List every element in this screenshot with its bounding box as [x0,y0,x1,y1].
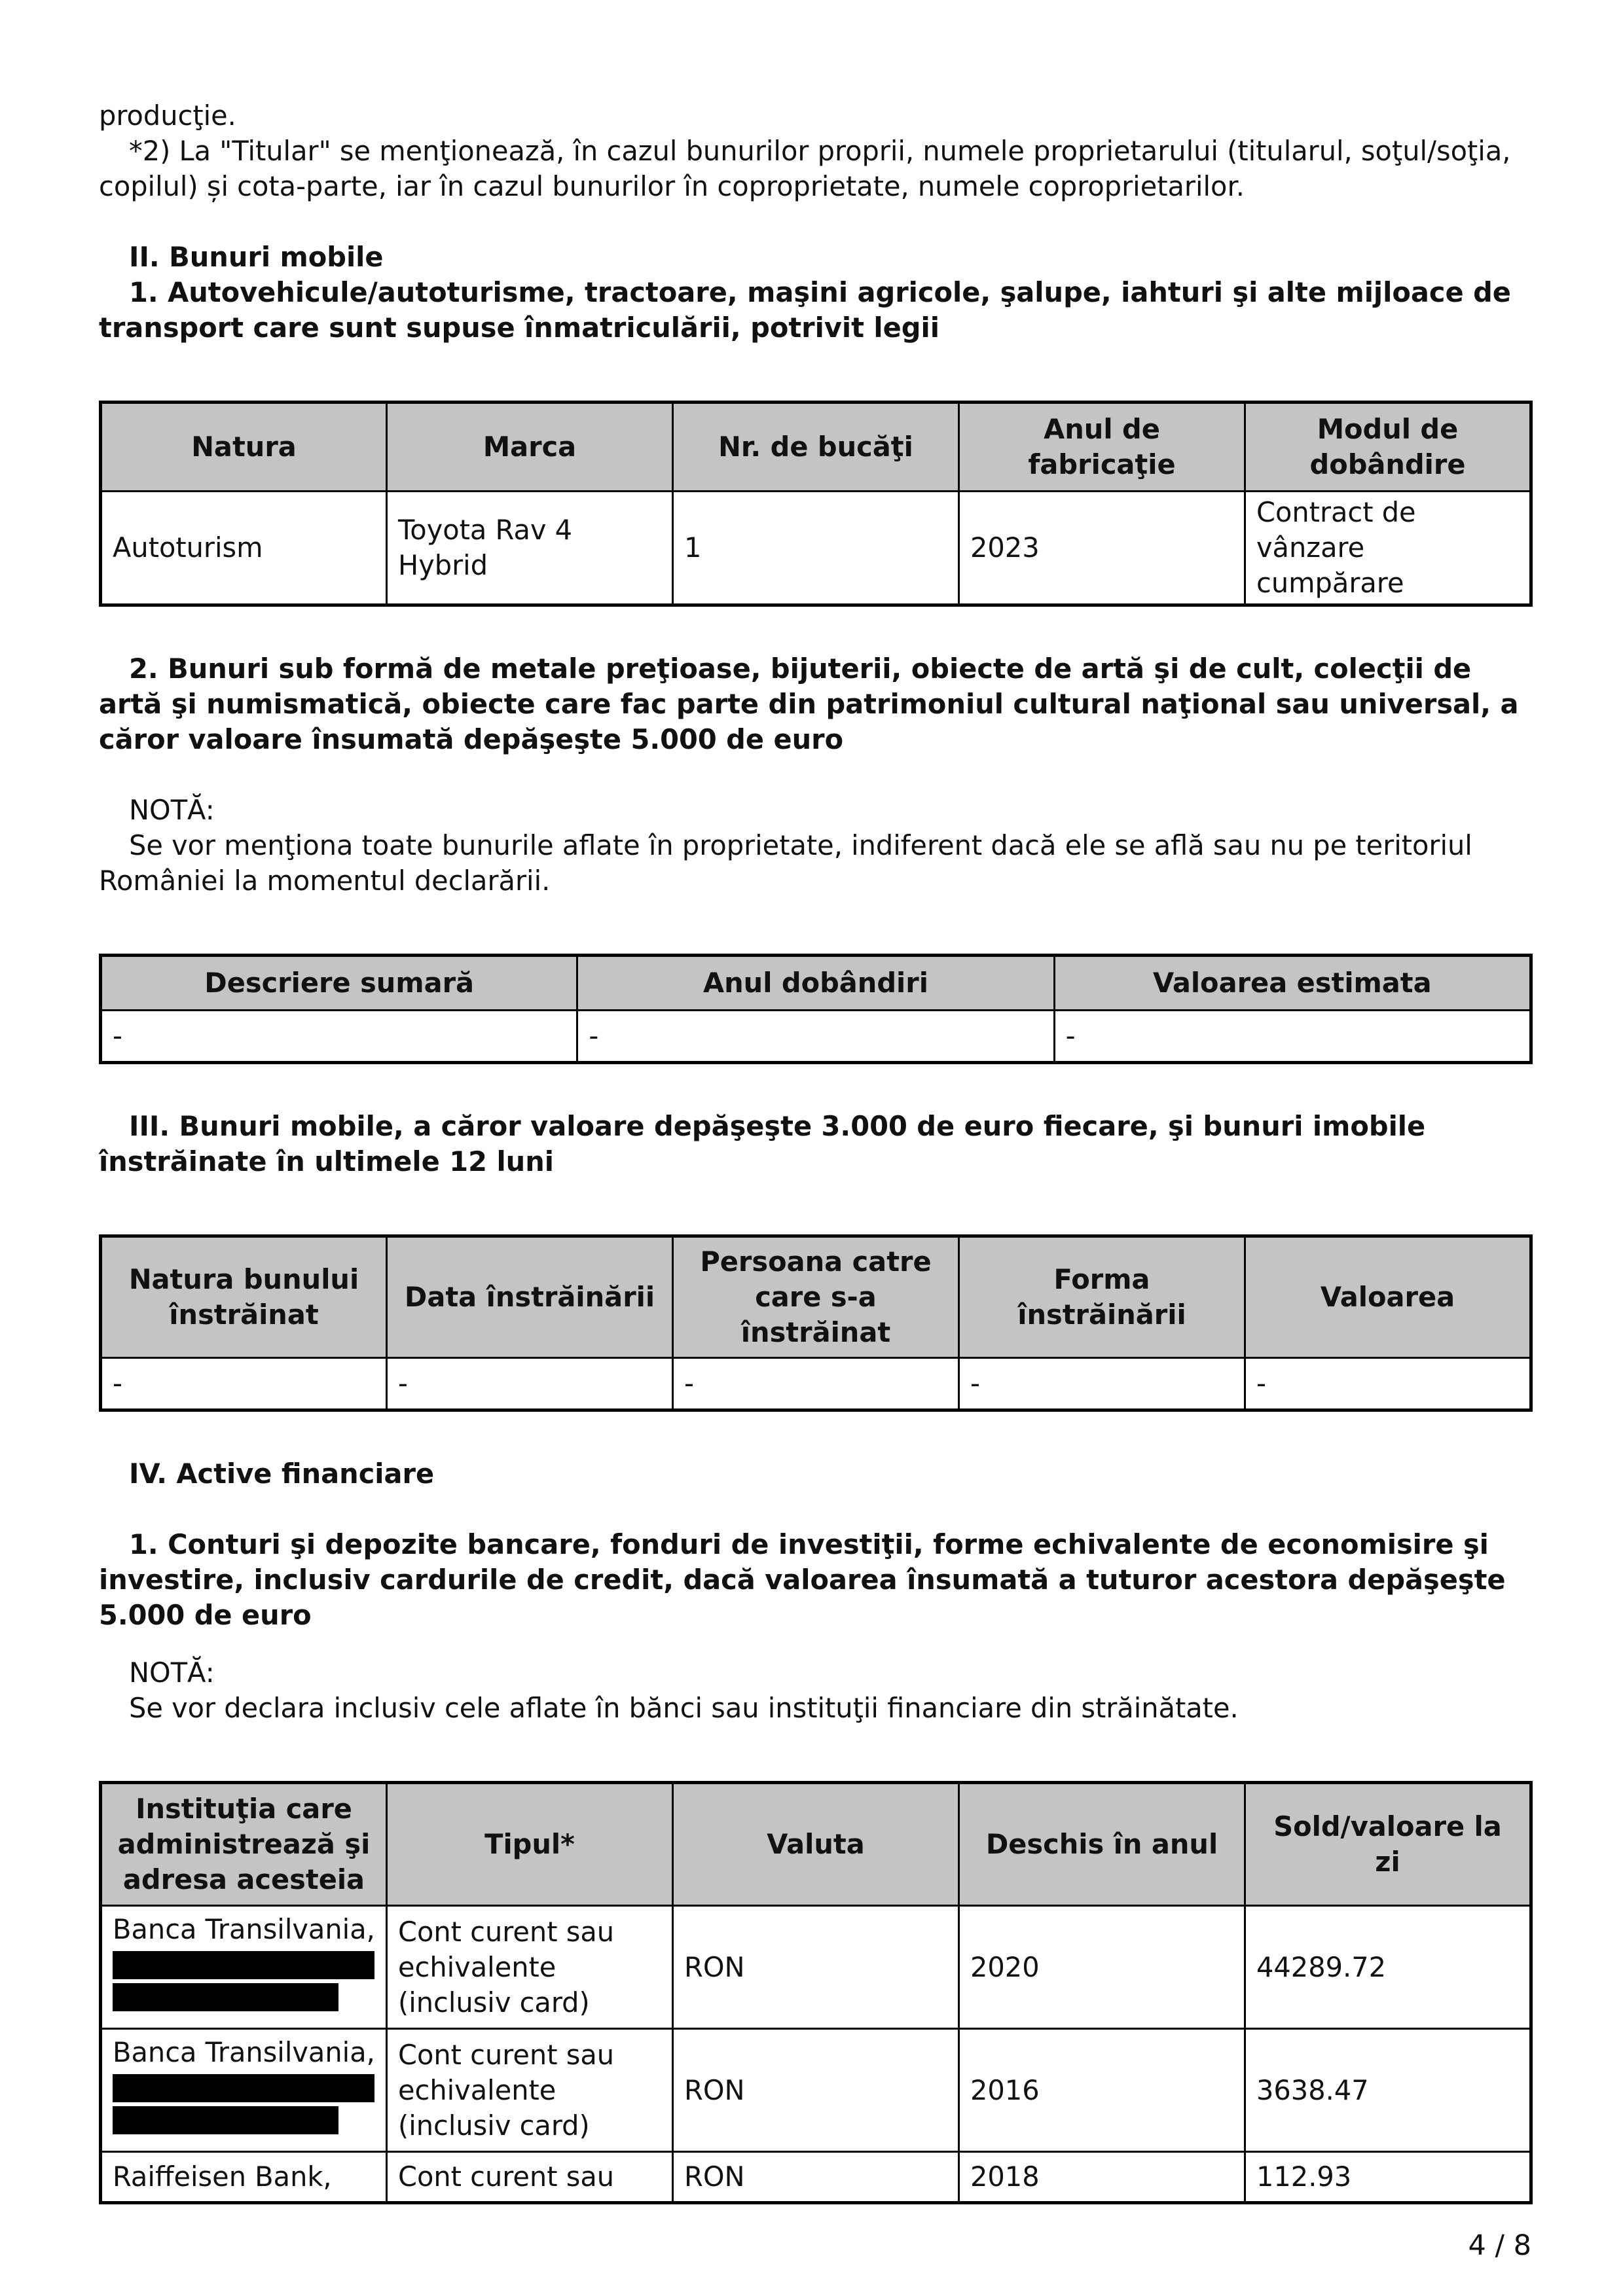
col-persoana: Persoana catre care s-a înstrăinat [673,1236,959,1358]
cell: Cont curent sau echivalente (inclusiv card) [387,1906,673,2029]
cell: - [101,1358,387,1410]
cell: RON [673,2029,959,2152]
col-natura: Natura [101,403,387,492]
col-institutia: Instituţia care administrează şi adresa acesteia [101,1783,387,1906]
cell: 2020 [959,1906,1245,2029]
section-2-sub-1: 1. Autovehicule/autoturisme, tractoare, maşini agricole, şalupe, iahturi şi alte mijloace de transport care sunt supuse înmatriculării, potrivit legii [99,276,1511,344]
cell: 2018 [959,2152,1245,2203]
col-forma-instrainarii: Forma înstrăinării [959,1236,1245,1358]
cell: Autoturism [101,492,387,605]
cell: Cont curent sau echivalente (inclusiv card) [387,2029,673,2152]
table-row [101,1358,1531,1410]
cell-institution [101,2029,387,2152]
alienated-goods-table [99,1234,1533,1412]
table-row [101,2152,1531,2203]
col-natura-bunului: Natura bunului înstrăinat [101,1236,387,1358]
cell: 2023 [959,492,1245,605]
col-descriere: Descriere sumară [101,956,577,1011]
note-label: NOTĂ: [129,1657,215,1689]
bank-accounts-table [99,1781,1533,2204]
vehicles-table [99,401,1533,607]
col-nr-bucati: Nr. de bucăţi [673,403,959,492]
cell: 112.93 [1245,2152,1531,2203]
table-row [101,2029,1531,2152]
cell: 1 [673,492,959,605]
cell: 2016 [959,2029,1245,2152]
table-row [101,492,1531,605]
table-header-row [101,1236,1531,1358]
section-4-heading: IV. Active financiare [129,1458,435,1490]
intro-line: producţie. [99,99,236,132]
redaction-bar [113,2074,374,2102]
cell-institution: Raiffeisen Bank, [101,2152,387,2203]
document-page [99,98,1533,2204]
cell: 44289.72 [1245,1906,1531,2029]
section-3-heading: III. Bunuri mobile, a căror valoare depăşeşte 3.000 de euro fiecare, şi bunuri imobile înstrăinate în ultimele 12 luni [99,1110,1426,1177]
col-deschis-anul: Deschis în anul [959,1783,1245,1906]
note-text: Se vor menţiona toate bunurile aflate în proprietate, indiferent dacă ele se află sau nu pe teritoriul României la momentul declarării. [99,829,1472,897]
section-2-sub-2: 2. Bunuri sub formă de metale preţioase, bijuterii, obiecte de artă şi de cult, colecţii de artă şi numismatică, obiecte care fac parte din patrimoniul cultural naţional sau universal, a căror valoare însumată depăşeşte 5.000 de euro [99,653,1519,755]
institution-name: Banca Transilvania, [113,1913,375,1945]
cell: 3638.47 [1245,2029,1531,2152]
redaction-bar [113,1951,374,1979]
cell: RON [673,1906,959,2029]
col-anul-fabricatie: Anul de fabricaţie [959,403,1245,492]
col-anul-dobandiri: Anul dobândiri [577,956,1054,1011]
table-row [101,1011,1531,1063]
col-valoarea-estimata: Valoarea estimata [1054,956,1531,1011]
page-number: 4 / 8 [1468,2229,1531,2262]
table-header-row [101,403,1531,492]
col-data-instrainarii: Data înstrăinării [387,1236,673,1358]
note-titular: *2) La "Titular" se menţionează, în cazul bunurilor proprii, numele proprietarului (titularul, soţul/soţia, copilul) și cota-parte, iar în cazul bunurilor în coproprietate, numele coproprietarilor. [99,135,1511,202]
cell: - [387,1358,673,1410]
note-text: Se vor declara inclusiv cele aflate în bănci sau instituţii financiare din străinătate. [129,1692,1239,1724]
note-label: NOTĂ: [129,794,215,826]
redaction-bar [113,1983,338,2011]
section-4-sub-1: 1. Conturi şi depozite bancare, fonduri de investiţii, forme echivalente de economisire şi investire, inclusiv cardurile de credit, dacă valoarea însumată a tuturor acestora depăşeşte 5.000 de euro [99,1528,1506,1631]
cell: - [101,1011,577,1063]
col-marca: Marca [387,403,673,492]
table-header-row [101,956,1531,1011]
cell: - [673,1358,959,1410]
institution-name: Banca Transilvania, [113,2036,375,2068]
col-valuta: Valuta [673,1783,959,1906]
section-2-heading: II. Bunuri mobile [129,241,384,273]
cell-institution [101,1906,387,2029]
col-modul-dobandire: Modul de dobândire [1245,403,1531,492]
valuables-table [99,954,1533,1064]
cell: RON [673,2152,959,2203]
redaction-bar [113,2106,338,2134]
cell: Toyota Rav 4 Hybrid [387,492,673,605]
cell: - [1054,1011,1531,1063]
col-tipul: Tipul* [387,1783,673,1906]
col-valoarea: Valoarea [1245,1236,1531,1358]
col-sold: Sold/valoare la zi [1245,1783,1531,1906]
cell: - [1245,1358,1531,1410]
table-row [101,1906,1531,2029]
cell: - [577,1011,1054,1063]
table-header-row [101,1783,1531,1906]
cell: - [959,1358,1245,1410]
cell: Contract de vânzare cumpărare [1245,492,1531,605]
cell: Cont curent sau [387,2152,673,2203]
